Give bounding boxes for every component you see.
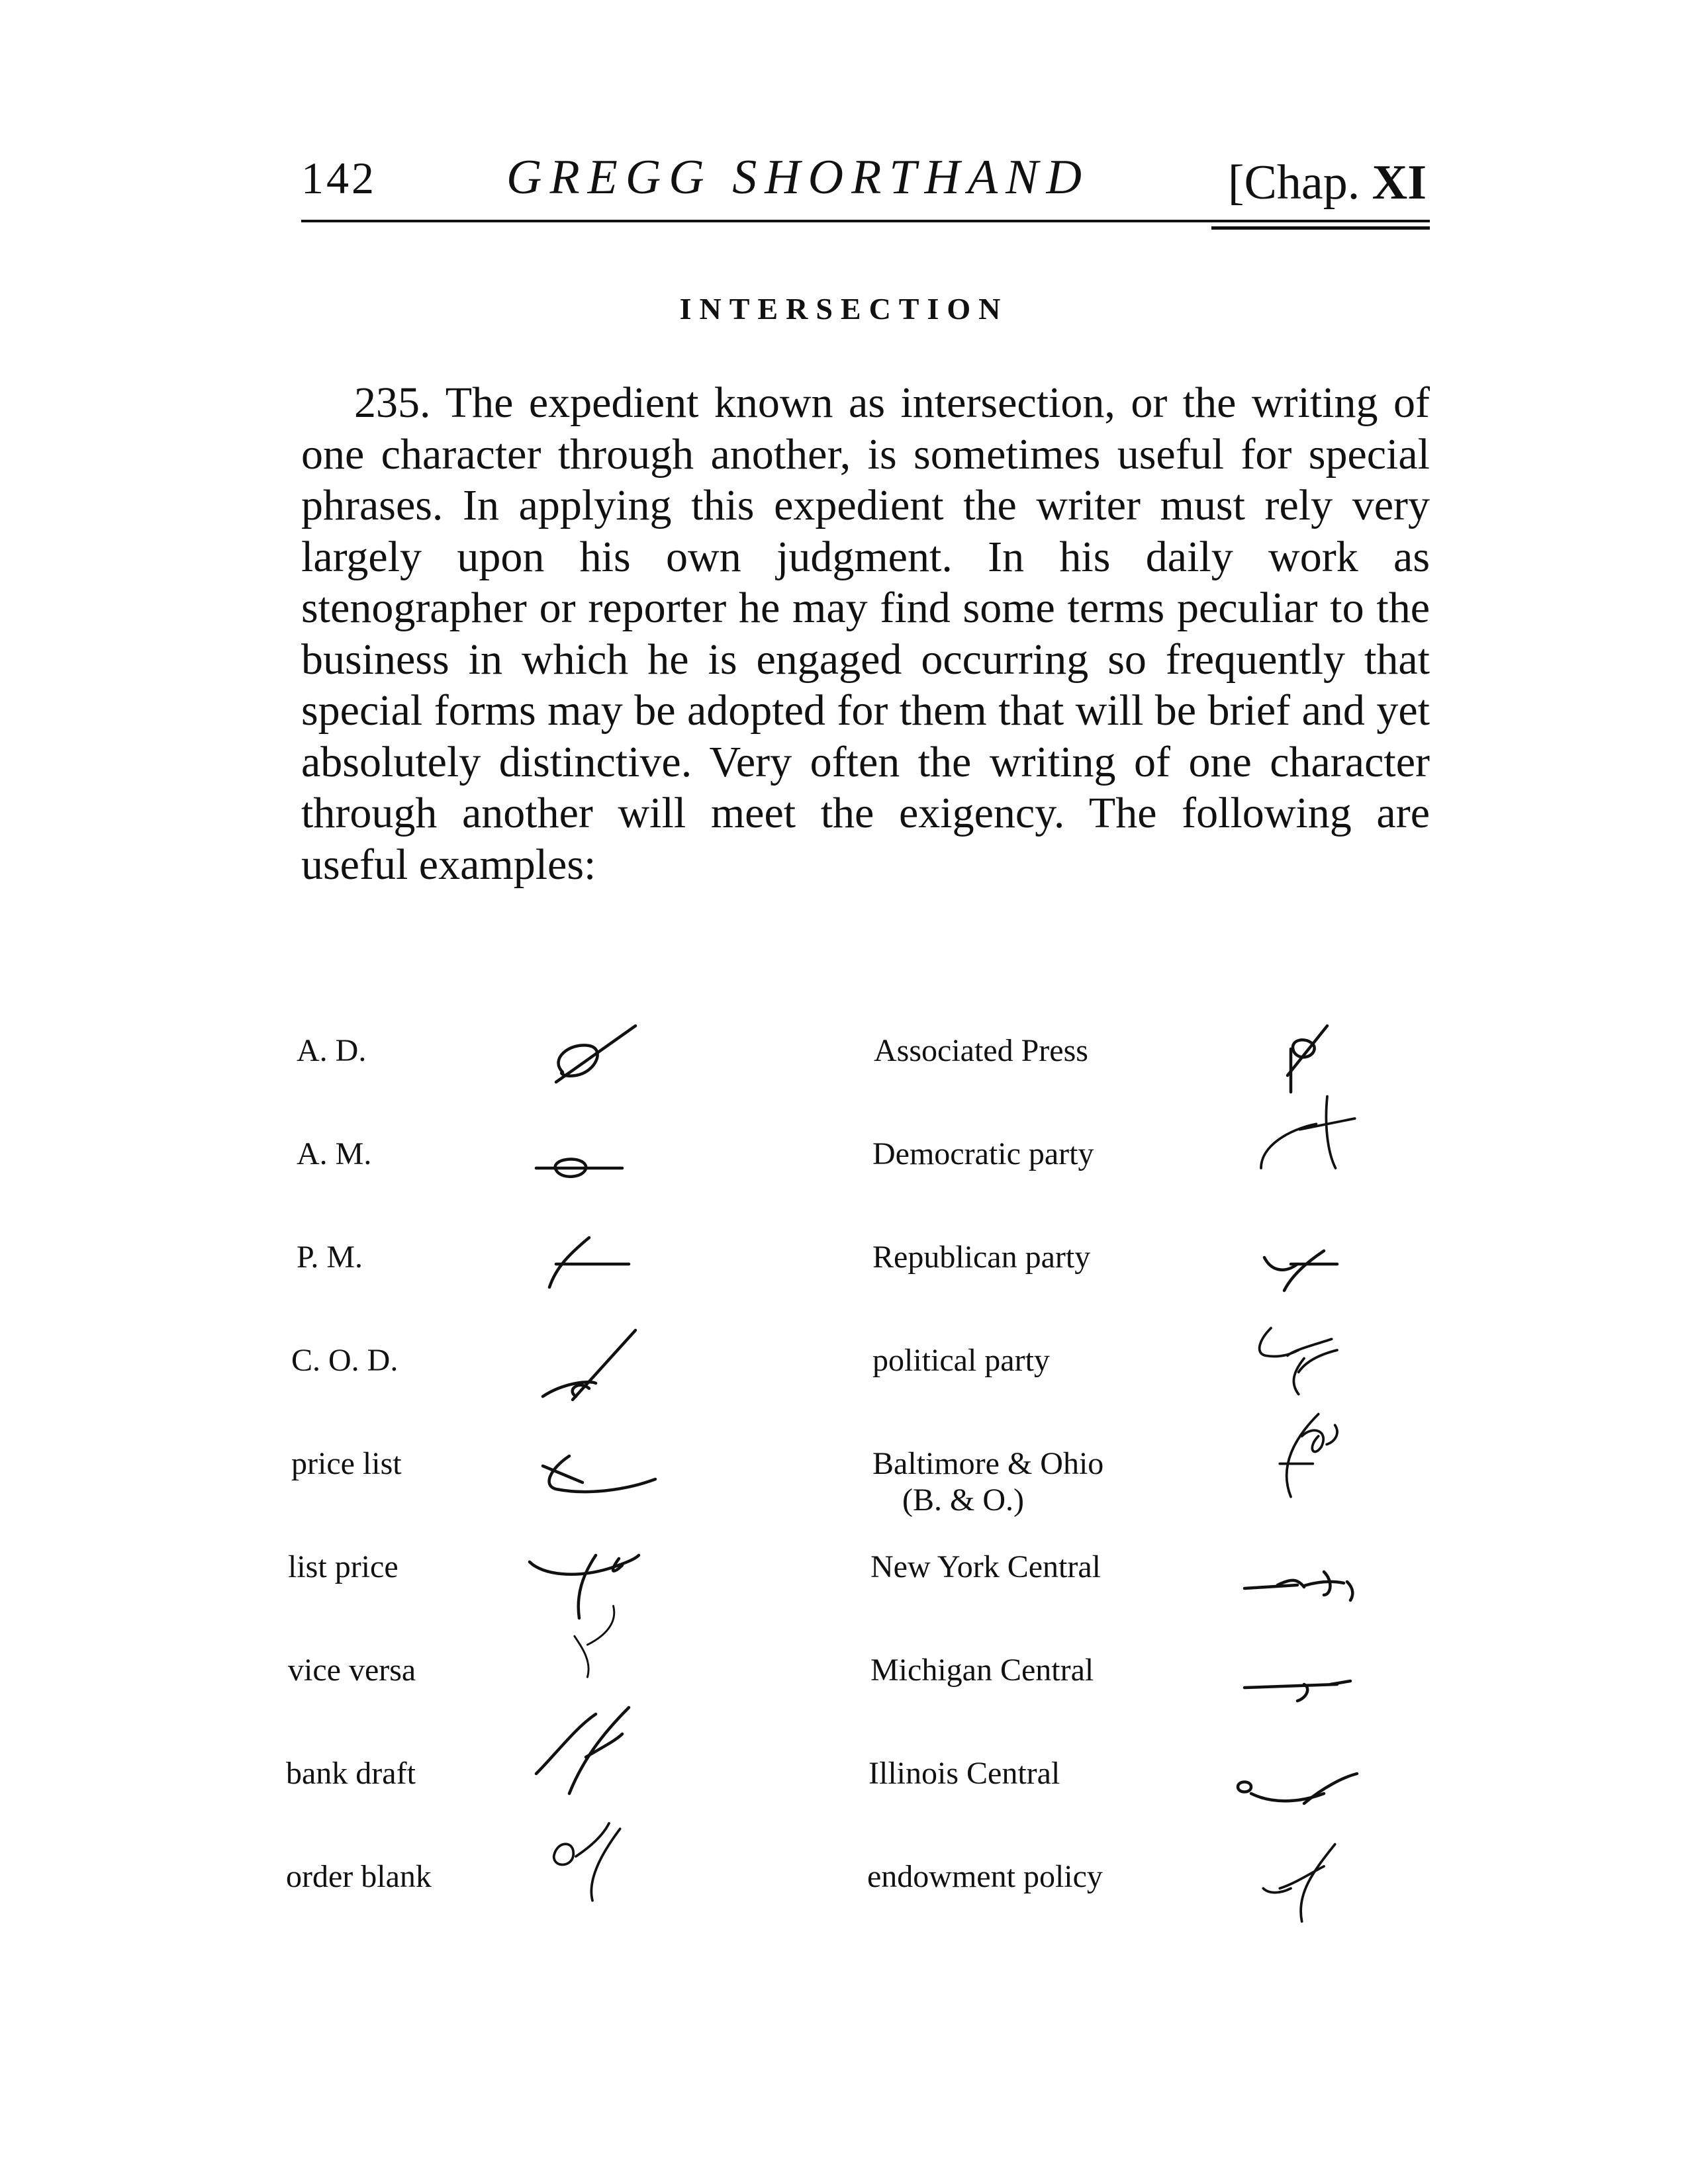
header-rule [301,220,1430,222]
example-label-endowment-policy: endowment policy [867,1859,1103,1894]
chapter-label [1228,155,1427,211]
paragraph-text: The expedient known as intersection, or the writing of one character through another, is sometimes useful for special phrases. In applying this expedient the writer must rely very largely upon his own judgment. In his daily work as stenographer or reporter he may find some terms peculiar to the business in which he is engaged occurring so frequently that special forms may be adopted for them that will be brief and yet absolutely distinctive. Very often the writing of one character through another will meet the exigency. The following are useful examples: [301,379,1430,889]
section-title: INTERSECTION [679,292,1009,326]
example-label-main: Baltimore & Ohio [872,1446,1104,1481]
example-label-ad: A. D. [297,1033,367,1068]
shorthand-baltimore-ohio-glyph [1244,1403,1403,1502]
shorthand-am-glyph [510,1118,669,1218]
example-label-baltimore-ohio [872,1445,1103,1518]
example-label-vice-versa: vice versa [288,1653,416,1688]
shorthand-republican-party-glyph [1244,1218,1403,1317]
shorthand-cod-glyph [516,1317,675,1416]
shorthand-bank-draft-glyph [523,1701,682,1800]
page-header [301,146,1427,225]
shorthand-illinois-central-glyph [1218,1747,1377,1846]
shorthand-vice-versa-glyph [530,1602,688,1701]
example-label-cod: C. O. D. [291,1343,399,1378]
shorthand-endowment-policy-glyph [1244,1833,1403,1933]
page-number: 142 [301,153,377,203]
chapter-prefix: [Chap. [1227,156,1360,210]
shorthand-ad-glyph [523,1006,682,1105]
shorthand-political-party-glyph [1225,1317,1383,1416]
example-label-illinois-central: Illinois Central [868,1756,1060,1791]
running-title: GREGG SHORTHAND [506,150,1090,205]
shorthand-order-blank-glyph [530,1807,688,1906]
example-label-bank-draft: bank draft [286,1756,416,1791]
example-label-sub: (B. & O.) [902,1482,1024,1518]
paragraph-number: 235. [354,379,431,427]
example-label-michigan-central: Michigan Central [870,1653,1094,1688]
example-label-republican-party: Republican party [872,1240,1091,1275]
body-paragraph [301,377,1430,890]
example-label-political-party: political party [872,1343,1050,1378]
example-label-list-price: list price [288,1549,399,1584]
example-label-new-york-central: New York Central [870,1549,1101,1584]
example-label-am: A. M. [297,1136,372,1171]
example-label-democratic-party: Democratic party [872,1136,1094,1171]
shorthand-michigan-central-glyph [1231,1648,1390,1747]
example-label-order-blank: order blank [286,1859,432,1894]
chapter-number: XI [1372,156,1427,210]
shorthand-democratic-party-glyph [1231,1085,1390,1185]
shorthand-price-list-glyph [523,1423,682,1522]
example-label-pm: P. M. [297,1240,363,1275]
example-label-associated-press: Associated Press [874,1033,1088,1068]
example-label-price-list: price list [291,1446,402,1481]
shorthand-new-york-central-glyph [1231,1542,1390,1641]
header-rule-accent [1211,226,1430,230]
shorthand-pm-glyph [516,1218,675,1317]
